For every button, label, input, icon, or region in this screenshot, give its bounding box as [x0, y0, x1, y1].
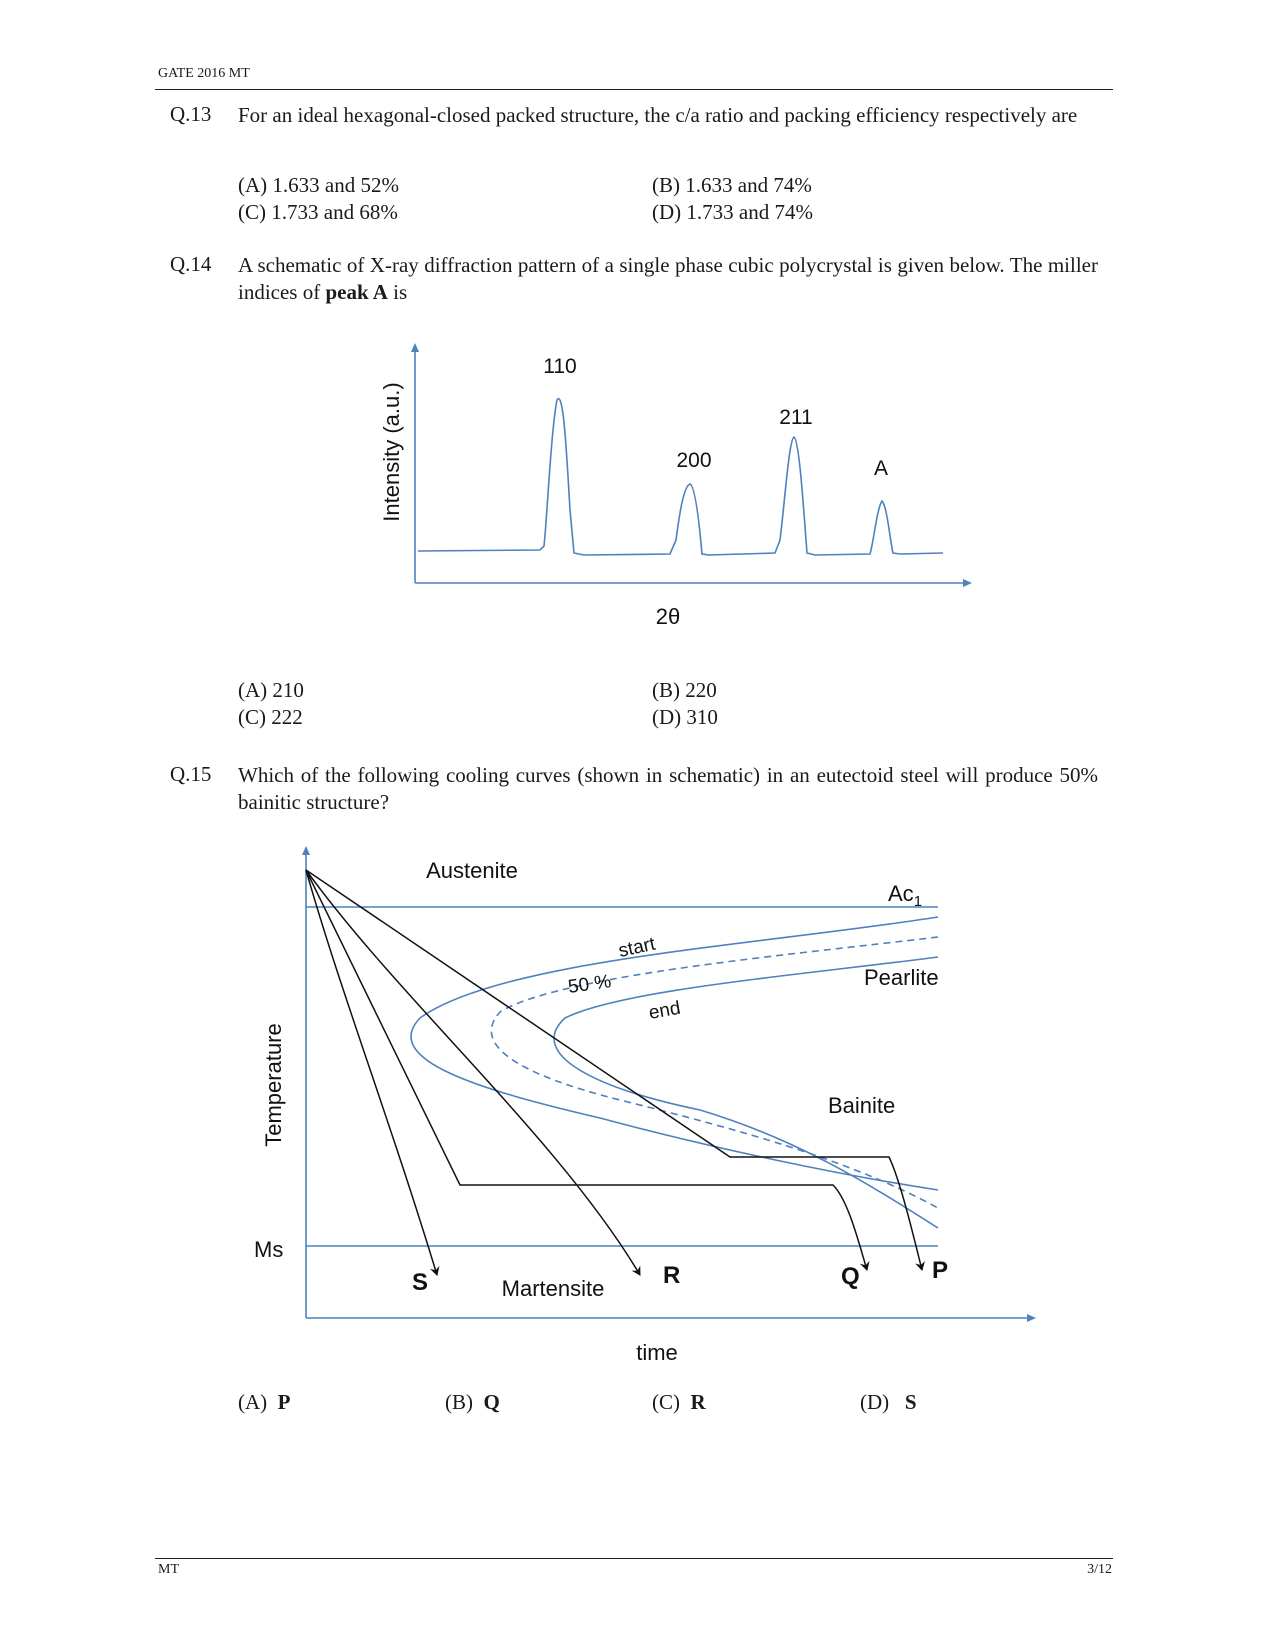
pearlite-label: Pearlite: [864, 965, 939, 990]
question-14-number: Q.14: [170, 252, 212, 276]
question-14-option-b[interactable]: (B) 220: [652, 678, 717, 702]
curve-label-p: P: [932, 1257, 949, 1284]
question-13-option-c[interactable]: (C) 1.733 and 68%: [238, 200, 398, 224]
question-15-option-c[interactable]: (C) R: [652, 1390, 706, 1414]
page-header: GATE 2016 MT: [158, 66, 250, 81]
cooling-curve-p: [306, 870, 922, 1270]
xrd-figure: [379, 347, 968, 629]
question-15-option-d[interactable]: (D) S: [860, 1390, 917, 1414]
question-14-bold-term: peak A: [325, 280, 388, 304]
question-14-option-d[interactable]: (D) 310: [652, 705, 718, 729]
fifty-percent-curve-label: 50 %: [566, 971, 613, 998]
question-13-text: For an ideal hexagonal-closed packed structure, the c/a ratio and packing efficiency respectively are: [238, 103, 1078, 127]
question-15-text: Which of the following cooling curves (shown in schematic) in an eutectoid steel will produce 50% bainitic structure?: [238, 763, 1098, 814]
xrd-peak-label-211: 211: [779, 406, 813, 429]
question-14-option-c[interactable]: (C) 222: [238, 705, 303, 729]
footer-left: MT: [158, 1562, 179, 1577]
curve-label-r: R: [663, 1262, 681, 1289]
ttt-figure: [254, 850, 1032, 1365]
cooling-curve-r: [306, 870, 640, 1275]
xrd-pattern-line: [418, 399, 943, 555]
end-curve-label: end: [647, 997, 683, 1024]
question-13-number: Q.13: [170, 102, 212, 126]
austenite-label: Austenite: [426, 858, 518, 883]
xrd-ylabel: Intensity (a.u.): [379, 382, 404, 522]
question-14-option-a[interactable]: (A) 210: [238, 678, 304, 702]
bainite-label: Bainite: [828, 1093, 896, 1118]
question-13-option-a[interactable]: (A) 1.633 and 52%: [238, 173, 399, 197]
footer-rule: [155, 1558, 1113, 1559]
cooling-curve-s: [306, 870, 437, 1275]
curve-label-q: Q: [841, 1263, 860, 1290]
question-15-option-a[interactable]: (A) P: [238, 1390, 291, 1414]
start-curve-label: start: [616, 933, 658, 962]
question-15-number: Q.15: [170, 762, 212, 786]
ms-label: Ms: [254, 1237, 284, 1262]
cooling-curve-q: [306, 870, 867, 1270]
question-15-option-b[interactable]: (B) Q: [445, 1390, 500, 1414]
xrd-peak-label-110: 110: [543, 355, 577, 378]
xrd-peak-label-a: A: [873, 457, 889, 480]
martensite-label: Martensite: [501, 1276, 605, 1301]
ac1-label: $Ac_1$: [888, 881, 923, 910]
page-number: 3/12: [1087, 1562, 1112, 1577]
question-13-option-d[interactable]: (D) 1.733 and 74%: [652, 200, 813, 224]
xrd-xlabel: 2θ: [655, 604, 681, 629]
question-13-option-b[interactable]: (B) 1.633 and 74%: [652, 173, 812, 197]
ttt-xlabel: time: [636, 1340, 678, 1365]
bainite-start-curve: [411, 917, 938, 1190]
xrd-peak-label-200: 200: [676, 449, 712, 472]
question-14-text: A schematic of X-ray diffraction pattern of a single phase cubic polycrystal is given below. The miller indices of peak A is: [238, 253, 1098, 304]
ttt-ylabel: Temperature: [261, 1023, 286, 1147]
curve-label-s: S: [412, 1269, 429, 1296]
